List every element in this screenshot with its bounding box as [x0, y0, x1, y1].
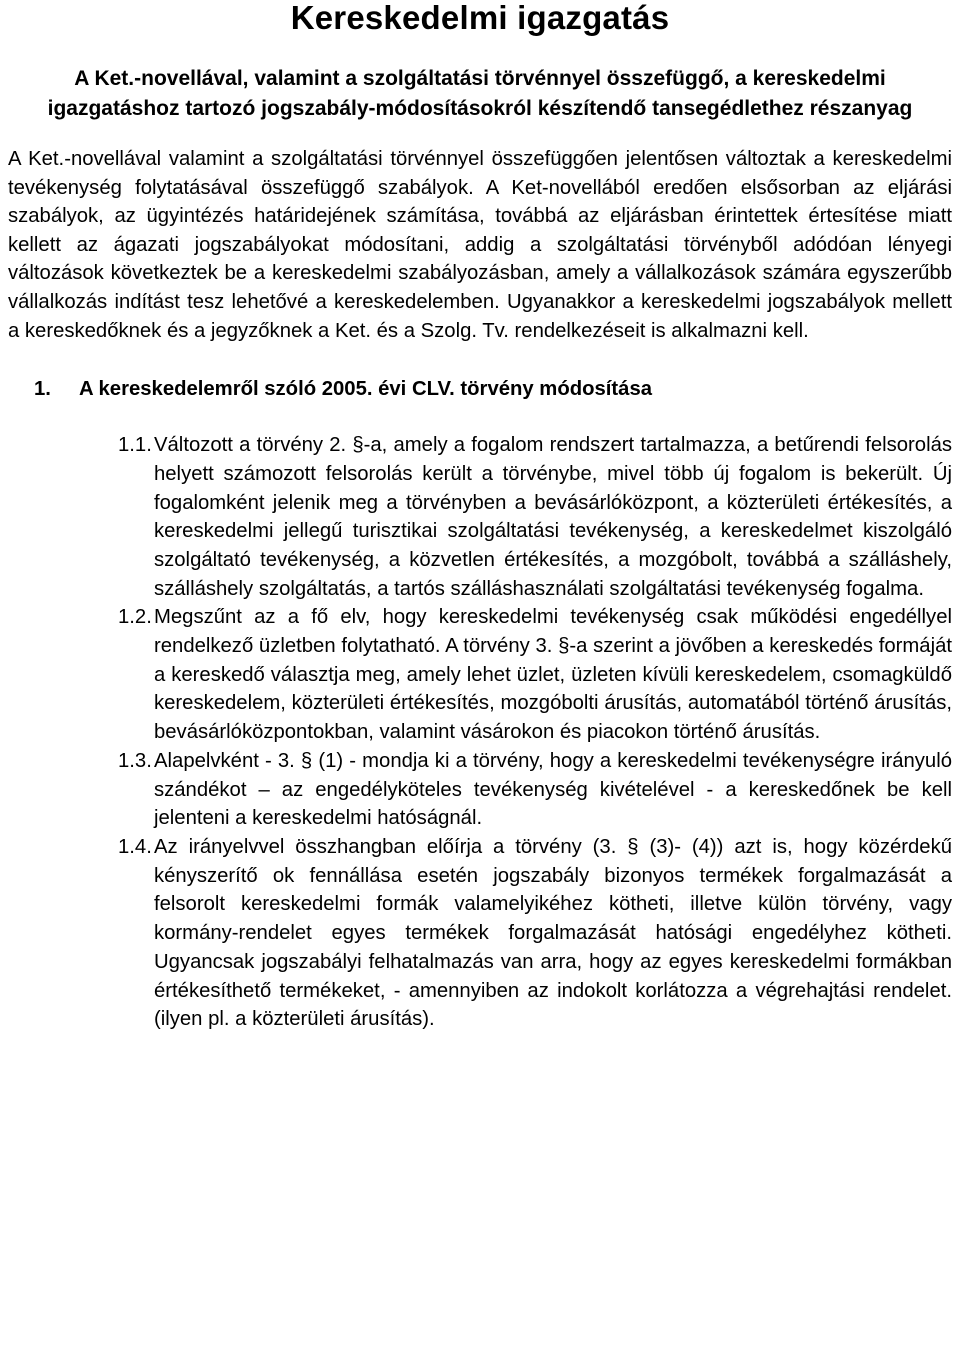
section-heading [8, 375, 952, 403]
list-item-number: 1.2. [118, 606, 152, 629]
intro-paragraph: A Ket.-novellával valamint a szolgáltatási törvénnyel összefüggően jelentősen változtak a kereskedelmi tevékenység folytatásával összefüggő szabályok. A Ket-novellából eredően elsősorban az eljárási szabályok, az ügyintézés határidejének számítása, továbbá az eljárásban érintettek értesítése miatt kellett az ágazati jogszabályokat módosítani, addig a szolgáltatási törvényből adódóan lényegi változások következtek be a kereskedelmi szabályozásban, amely a vállalkozások számára egyszerűbb vállalkozás indítást tesz lehetővé a kereskedelemben. Ugyanakkor a kereskedelmi jogszabályok mellett a kereskedőknek és a jegyzőknek a Ket. és a Szolg. Tv. rendelkezéseit is alkalmazni kell. [8, 148, 952, 342]
list-item-text: Megszűnt az a fő elv, hogy kereskedelmi tevékenység csak működési engedéllyel rendelkező üzletben folytatható. A törvény 3. §-a szerint a jövőben a kereskedés formáját a kereskedő választja meg, amely lehet üzlet, üzleten kívüli kereskedelem, csomagküldő kereskedelem, közterületi értékesítés, mozgóbolti árusítás, automatából történő árusítás, bevásárlóközpontokban, valamint vásárokon és piacokon történő árusítás. [154, 606, 952, 744]
list-item [8, 747, 952, 833]
list-item-number: 1.4. [118, 836, 152, 858]
list-item [8, 431, 952, 603]
list-item-number: 1.1. [118, 434, 152, 457]
list-item [8, 603, 952, 747]
list-item-text: Változott a törvény 2. §-a, amely a fogalom rendszert tartalmazza, a betűrendi felsorolás helyett számozott felsorolás került a törvénybe, mivel több új fogalom is bekerült. Új fogalomként jelenik meg a törvényben a bevásárlóközpont, a közterületi értékesítés, a kereskedelmi jellegű turisztikai szolgáltatási tevékenység, a kereskedelmet kiszolgáló szolgáltató tevékenység, a közvetlen értékesítés, a mozgóbolt, továbbá a szálláshely, szálláshely szolgáltatás, a tartós szálláshasználati szolgáltatási tevékenység fogalma. [154, 434, 952, 600]
list-item-text: Az irányelvvel összhangban előírja a törvény (3. § (3)- (4)) azt is, hogy közérdekű kényszerítő ok fennállása esetén jogszabály bizonyos termékek forgalmazását a felsorolt kereskedelmi formák valamelyikéhez kötheti, illetve külön törvény, vagy kormány-rendelet egyes termékek forgalmazását hatósági engedélyhez kötheti. Ugyancsak jogszabályi felhatalmazás van arra, hogy az egyes kereskedelmi formákban értékesíthető termékeket, - amennyiben az indokolt korlátozza a végrehajtási rendelet. (ilyen pl. a közterületi árusítás). [154, 836, 952, 1031]
list-item-text: Alapelvként - 3. § (1) - mondja ki a törvény, hogy a kereskedelmi tevékenységre irányuló szándékot – az engedélyköteles tevékenység kivételével - a kereskedőnek be kell jelenteni a kereskedelmi hatóságnál. [154, 749, 952, 830]
document-title: Kereskedelmi igazgatás [290, 0, 670, 36]
list-item-number: 1.3. [118, 749, 152, 772]
section-number: 1. [34, 378, 51, 401]
document-subtitle: A Ket.-novellával, valamint a szolgáltatási törvénnyel összefüggő, a kereskedelmi igazgatáshoz tartozó jogszabály-módosításokról készítendő tansegédlethez részanyag [47, 67, 913, 120]
section-title: A kereskedelemről szóló 2005. évi CLV. törvény módosítása [79, 378, 653, 401]
list-item [8, 833, 952, 1034]
numbered-list [8, 431, 952, 1034]
